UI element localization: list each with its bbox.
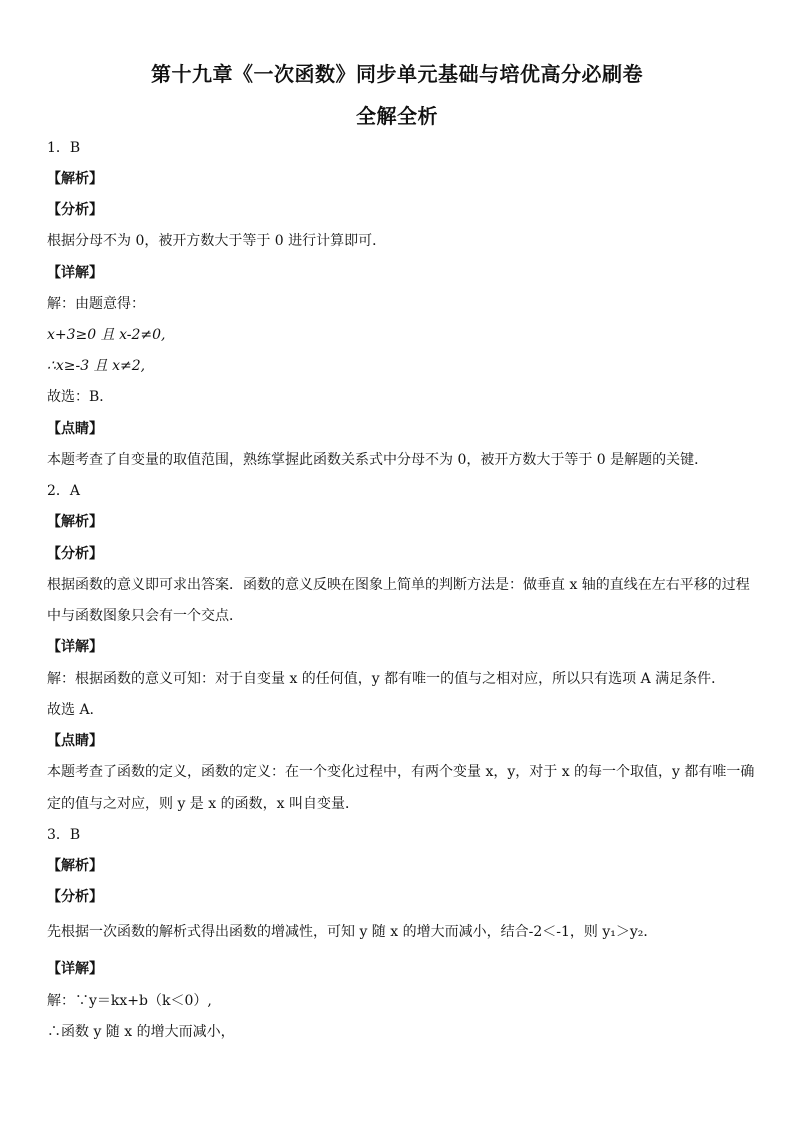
q3-solution-line-1: 解：∵y＝kx+b（k＜0）, [47, 993, 212, 1009]
q1-dianjing-heading: 【点睛】 [47, 421, 103, 437]
q3-xiangjie-heading: 【详解】 [47, 961, 103, 977]
q2-fenxi-text-2: 中与函数图象只会有一个交点． [47, 608, 243, 624]
q3-solution-line-2: ∴函数 y 随 x 的增大而减小， [47, 1024, 235, 1040]
q1-solution-line-3: ∴x≥-3 且 x≠2, [47, 358, 146, 374]
q3-answer: 3．B [47, 827, 81, 843]
q2-jiexi-heading: 【解析】 [47, 514, 103, 530]
q1-solution-line-1: 解：由题意得： [47, 296, 145, 312]
q3-fenxi-text: 先根据一次函数的解析式得出函数的增减性，可知 y 随 x 的增大而减小，结合-2＜-1，则 y₁＞y₂． [47, 924, 658, 940]
q2-solution-line-1: 解：根据函数的意义可知：对于自变量 x 的任何值，y 都有唯一的值与之相对应，所以只有选项 A 满足条件． [47, 671, 726, 687]
q2-dianjing-text-2: 定的值与之对应，则 y 是 x 的函数，x 叫自变量． [47, 796, 359, 812]
q1-fenxi-heading: 【分析】 [47, 202, 103, 218]
q1-fenxi-text: 根据分母不为 0，被开方数大于等于 0 进行计算即可． [47, 233, 387, 249]
q1-xiangjie-heading: 【详解】 [47, 265, 103, 281]
q2-fenxi-text-1: 根据函数的意义即可求出答案．函数的意义反映在图象上简单的判断方法是：做垂直 x 轴的直线在左右平移的过程 [47, 577, 750, 593]
document-subtitle: 全解全析 [356, 104, 438, 128]
q3-jiexi-heading: 【解析】 [47, 858, 103, 874]
q1-answer: 1．B [47, 140, 81, 156]
q2-fenxi-heading: 【分析】 [47, 546, 103, 562]
q1-jiexi-heading: 【解析】 [47, 171, 103, 187]
q2-answer: 2．A [47, 483, 81, 499]
q2-solution-line-2: 故选 A. [47, 702, 95, 718]
q1-solution-line-2: x+3≥0 且 x-2≠0, [47, 327, 166, 343]
q1-solution-line-4: 故选：B． [47, 389, 114, 405]
q3-fenxi-heading: 【分析】 [47, 889, 103, 905]
q1-dianjing-text: 本题考查了自变量的取值范围，熟练掌握此函数关系式中分母不为 0，被开方数大于等于 0 是解题的关键． [47, 452, 709, 468]
q2-xiangjie-heading: 【详解】 [47, 639, 103, 655]
document-title: 第十九章《一次函数》同步单元基础与培优高分必刷卷 [151, 62, 643, 86]
q2-dianjing-text-1: 本题考查了函数的定义，函数的定义：在一个变化过程中，有两个变量 x，y，对于 x 的每一个取值，y 都有唯一确 [47, 764, 755, 780]
q2-dianjing-heading: 【点睛】 [47, 733, 103, 749]
